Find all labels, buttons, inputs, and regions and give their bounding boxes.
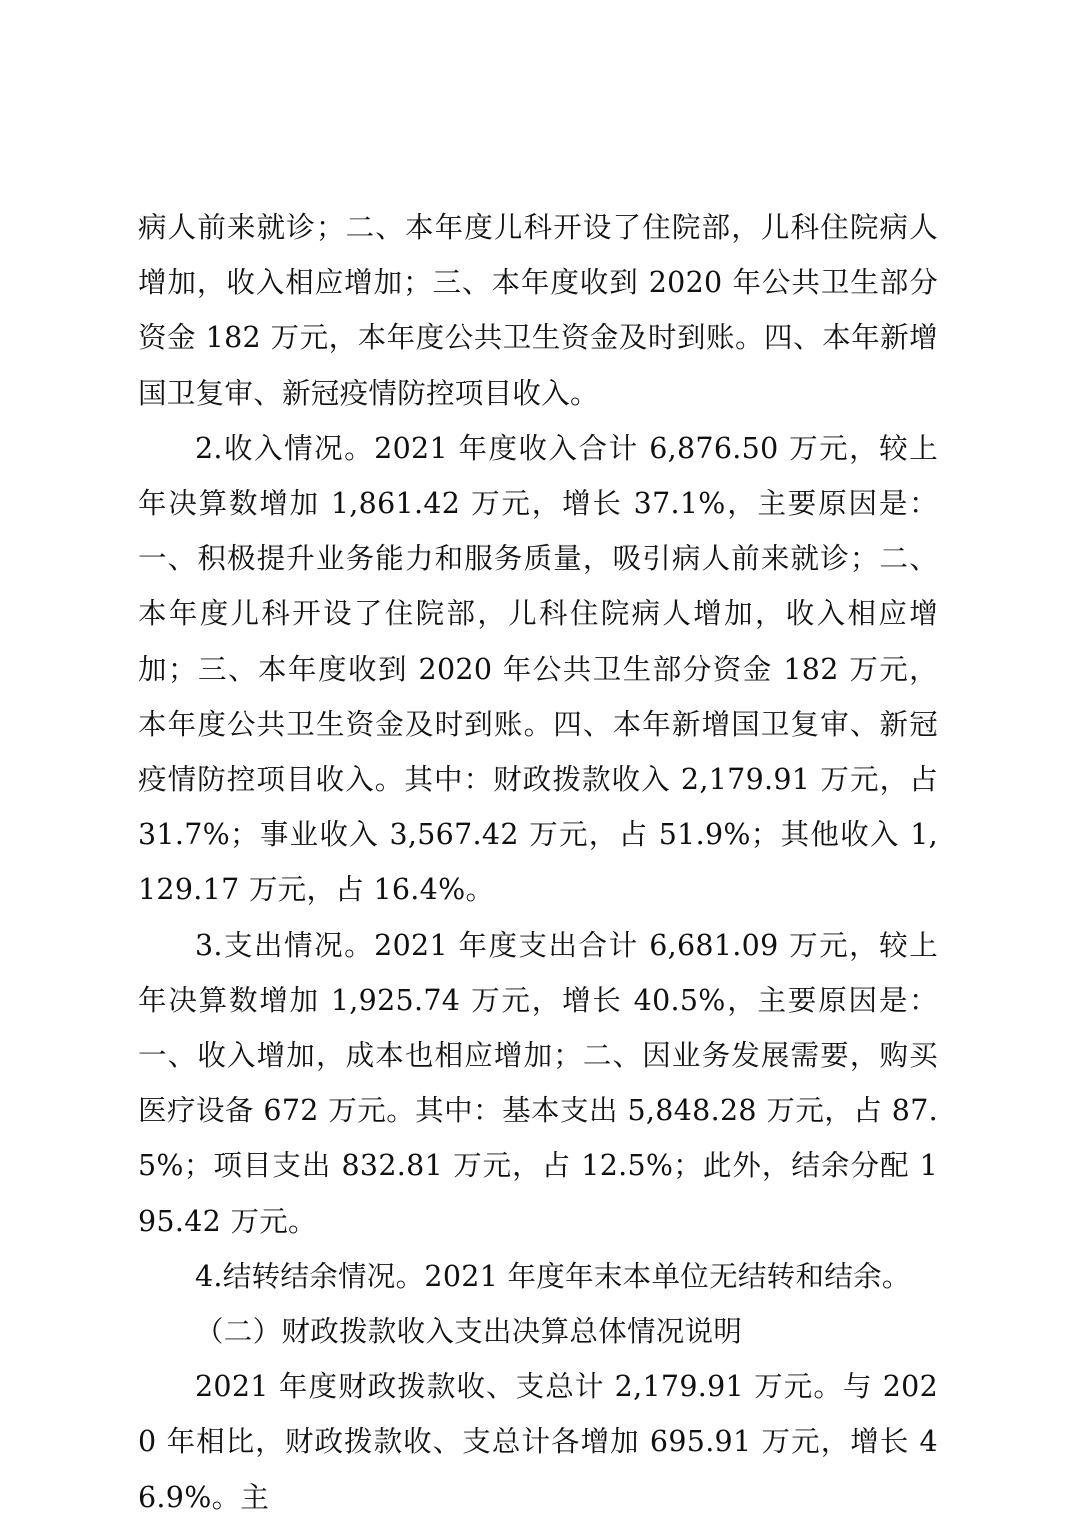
paragraph-income-situation: 2.收入情况。2021 年度收入合计 6,876.50 万元，较上年决算数增加 1,861.42 万元，增长 37.1%，主要原因是：一、积极提升业务能力和服务质量，吸引病人前来就诊；二、本年度儿科开设了住院部，儿科住院病人增加，收入相应增加；三、本年度收到 2020 年公共卫生部分资金 182 万元，本年度公共卫生资金及时到账。四、本年新增国卫复审、新冠疫情防控项目收入。其中：财政拨款收入 2,179.91 万元，占 31.7%；事业收入 3,567.42 万元，占 51.9%；其他收入 1,129.17 万元，占 16.4%。 [138,431,938,907]
paragraph-expenditure-situation: 3.支出情况。2021 年度支出合计 6,681.09 万元，较上年决算数增加 1,925.74 万元，增长 40.5%，主要原因是：一、收入增加，成本也相应增加；二、因业务发展需要，购买医疗设备 672 万元。其中：基本支出 5,848.28 万元，占 87.5%；项目支出 832.81 万元，占 12.5%；此外，结余分配 195.42 万元。 [138,928,938,1238]
document-body [138,200,938,1525]
paragraph-income-reasons-continued: 病人前来就诊；二、本年度儿科开设了住院部，儿科住院病人增加，收入相应增加；三、本年度收到 2020 年公共卫生部分资金 182 万元，本年度公共卫生资金及时到账。四、本年新增国卫复审、新冠疫情防控项目收入。 [138,211,938,410]
section-heading-fiscal-appropriation: （二）财政拨款收入支出决算总体情况说明 [195,1315,743,1349]
paragraph-carryover-balance: 4.结转结余情况。2021 年度年末本单位无结转和结余。 [195,1259,911,1293]
paragraph-fiscal-appropriation-total: 2021 年度财政拨款收、支总计 2,179.91 万元。与 2020 年相比，财政拨款收、支总计各增加 695.91 万元，增长 46.9%。主 [138,1370,938,1514]
